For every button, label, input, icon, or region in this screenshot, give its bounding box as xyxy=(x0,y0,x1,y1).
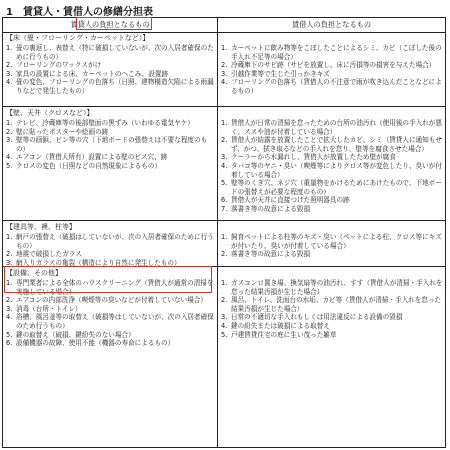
item-number: 5. xyxy=(6,330,13,339)
item-number: 4. xyxy=(221,321,228,330)
list-item xyxy=(6,313,214,330)
list-item xyxy=(6,136,214,153)
list-item xyxy=(221,136,443,153)
item-text: 家具の設置による床、カーペットのへこみ、設置跡 xyxy=(16,69,169,78)
section-fittings xyxy=(3,222,445,267)
item-text: 壁に貼ったポスターや絵画の跡 xyxy=(16,127,109,136)
list-item xyxy=(6,153,214,162)
item-number: 1. xyxy=(6,233,13,241)
item-number: 3. xyxy=(221,313,228,322)
page-title: 1 賃貸人・賃借人の修繕分担表 xyxy=(6,7,153,18)
item-text: 専門業者による全体のハウスクリーニング（賃借人が通常の清掃を実施している場合） xyxy=(16,279,214,296)
list-item xyxy=(6,128,214,137)
section-equipment xyxy=(3,268,445,447)
item-number: 3. xyxy=(221,153,228,162)
section-heading: 【設備、その他】 xyxy=(6,269,62,277)
item-text: エアコンの内部洗浄（喫煙等の臭いなどが付着していない場合） xyxy=(16,296,207,305)
list-item xyxy=(6,162,214,171)
item-number: 5. xyxy=(6,161,13,170)
item-number: 2. xyxy=(221,136,228,145)
list-item xyxy=(221,250,443,259)
list-item xyxy=(221,153,443,162)
item-text: 壁等のくぎ穴、ネジ穴（重量物をかけるためにあけたもので、下地ボードの張替えが必要な程度のもの） xyxy=(231,179,442,196)
list-item xyxy=(221,119,443,136)
list-item xyxy=(6,250,214,259)
item-text: 鍵の取替え（破損、鍵紛失のない場合） xyxy=(16,330,135,339)
item-number: 6. xyxy=(6,339,13,348)
item-number: 1. xyxy=(6,279,13,287)
item-number: 3. xyxy=(221,69,228,78)
list-item xyxy=(6,78,214,95)
item-text: 設備機器の故障、使用不能（機器の寿命によるもの） xyxy=(16,339,175,348)
list-item xyxy=(6,119,214,128)
tenant-list xyxy=(221,119,443,214)
landlord-list xyxy=(6,279,214,348)
item-number: 4. xyxy=(6,153,13,162)
item-text: 落書き等の故意による毀損 xyxy=(231,204,311,213)
item-text: 畳の変色、フローリングの色落ち（日照、建物構造欠陥による雨漏りなどで発生したもの） xyxy=(16,78,214,95)
item-number: 1. xyxy=(221,233,228,241)
item-number: 1. xyxy=(6,119,13,127)
item-text: テレビ、冷蔵庫等の後部壁面の黒ずみ（いわゆる電気ヤケ） xyxy=(16,119,194,127)
item-text: 風呂、トイレ、洗面台の水垢、カビ等（賃借人が清掃・手入れを怠った結果汚損が生じた場合） xyxy=(231,296,442,313)
list-item xyxy=(221,233,443,250)
list-item xyxy=(221,196,443,205)
item-text: 賃借人が天井に直接つけた照明器具の跡 xyxy=(231,196,350,205)
section-heading: 【床（畳・フローリング・カーペットなど）】 xyxy=(6,34,150,42)
item-number: 5. xyxy=(221,179,228,188)
item-number: 3. xyxy=(6,69,13,78)
item-text: 網戸の張替え（破損はしていないが、次の入居者確保のために行うもの） xyxy=(16,233,214,250)
item-number: 5. xyxy=(221,330,228,339)
list-item xyxy=(6,61,214,70)
repair-share-table xyxy=(2,17,446,448)
landlord-list xyxy=(6,119,214,171)
item-text: 引越作業等で生じた引っかきキズ xyxy=(231,69,330,78)
item-text: 戸建賃貸住宅の庭に生い茂った雑草 xyxy=(231,330,337,339)
item-number: 2. xyxy=(6,250,13,259)
item-number: 4. xyxy=(6,313,13,322)
list-item xyxy=(221,44,443,61)
item-text: 浴槽、風呂釜等の取替え（破損等はしていないが、次の入居者確保のため行うもの） xyxy=(16,313,214,330)
list-item xyxy=(221,61,443,70)
tenant-list xyxy=(221,233,443,259)
item-number: 1. xyxy=(221,279,228,287)
item-text: ガスコンロ置き場、換気扇等の油汚れ、すす（賃借人が清掃・手入れを怠った結果汚損が生じた場合） xyxy=(231,279,443,296)
section-walls xyxy=(3,108,445,221)
list-item xyxy=(221,322,443,331)
list-item xyxy=(221,78,443,95)
table-header xyxy=(3,18,445,33)
list-item xyxy=(6,233,214,250)
list-item xyxy=(6,259,214,268)
list-item xyxy=(221,162,443,179)
list-item xyxy=(221,331,443,340)
landlord-list xyxy=(6,233,214,267)
item-number: 1. xyxy=(221,119,228,127)
item-number: 3. xyxy=(6,136,13,145)
item-number: 2. xyxy=(6,127,13,136)
list-item xyxy=(6,331,214,340)
item-text: 壁等の画鋲、ピン等の穴（下地ボードの張替えは不要な程度のもの） xyxy=(16,136,208,153)
header-tenant: 賃借人の負担となるもの xyxy=(291,20,372,29)
list-item xyxy=(221,313,443,322)
item-number: 3. xyxy=(6,304,13,313)
item-number: 1. xyxy=(6,44,13,52)
item-number: 7. xyxy=(221,204,228,213)
section-heading: 【壁、天井（クロスなど）】 xyxy=(6,109,94,117)
item-text: 落書き等の故意による毀損 xyxy=(231,250,311,259)
landlord-list xyxy=(6,44,214,96)
section-floor xyxy=(3,33,445,107)
item-text: クーラーから水漏れし、賃借人が放置したため壁が腐食 xyxy=(231,153,396,162)
item-text: 畳の裏返し、表替え（特に破損していないが、次の入居者確保のために行うもの） xyxy=(16,44,214,61)
tenant-list xyxy=(221,279,443,339)
section-heading: 【建具等、襖、柱等】 xyxy=(6,223,76,231)
item-text: 消毒（台所・トイレ） xyxy=(16,304,82,313)
item-number: 2. xyxy=(221,296,228,305)
item-number: 2. xyxy=(221,61,228,70)
item-text: タバコ等のヤニ・臭い（喫煙等によりクロス等が変色したり、臭いが付着している場合） xyxy=(231,161,442,179)
item-text: カーペットに飲み物等をこぼしたことによるシミ、カビ（こぼした後の手入れ不足等の場合） xyxy=(231,44,442,61)
item-text: 地震で破損したガラス xyxy=(16,250,82,259)
item-text: エアコン（賃借人所有）設置による壁のビス穴、跡 xyxy=(16,153,168,162)
item-number: 1. xyxy=(221,44,228,52)
header-landlord: 賃貸人の負担となるもの xyxy=(70,20,150,29)
item-number: 2. xyxy=(6,296,13,305)
item-number: 4. xyxy=(6,78,13,87)
item-text: 飼育ペットによる柱等のキズ・臭い（ペットによる柱、クロス等にキズが付いたり、臭いが付着している場合） xyxy=(231,233,442,250)
list-item xyxy=(221,205,443,214)
item-text: フローリングの色落ち（賃借人の不注意で雨が吹き込んだことなどによるもの） xyxy=(231,78,442,95)
item-text: フローリングのワックスがけ xyxy=(16,61,102,70)
item-number: 3. xyxy=(6,258,13,267)
item-text: 鍵の紛失または破損による取替え xyxy=(231,321,330,330)
item-text: 冷蔵庫下のサビ跡（サビを放置し、床に汚損等の損害を与えた場合） xyxy=(231,61,436,70)
list-item xyxy=(221,179,443,196)
item-text: クロスの変色（日照などの自然現象によるもの） xyxy=(16,161,162,170)
item-text: 網入りガラスの亀裂（構造により自然に発生したもの） xyxy=(16,258,181,267)
list-item xyxy=(221,279,443,296)
list-item xyxy=(6,339,214,348)
item-text: 賃借人が日常の清掃を怠ったための台所の油汚れ（使用後の手入れが悪く、ススや油が付着している場合） xyxy=(231,119,442,136)
list-item xyxy=(6,279,214,296)
item-number: 4. xyxy=(221,78,228,87)
item-number: 2. xyxy=(6,61,13,70)
item-text: 日常の不適切な手入れもしくは用法違反による設備の毀損 xyxy=(231,313,403,322)
item-number: 2. xyxy=(221,250,228,259)
list-item xyxy=(6,44,214,61)
list-item xyxy=(6,296,214,305)
item-number: 6. xyxy=(221,196,228,205)
item-number: 4. xyxy=(221,161,228,170)
list-item xyxy=(221,296,443,313)
item-text: 賃借人が結露を放置したことで拡大したカビ、シミ（賃貸人に通知もせず、かつ、拭き取るなどの手入れを怠り、壁等を腐食させた場合） xyxy=(231,136,442,153)
tenant-list xyxy=(221,44,443,96)
